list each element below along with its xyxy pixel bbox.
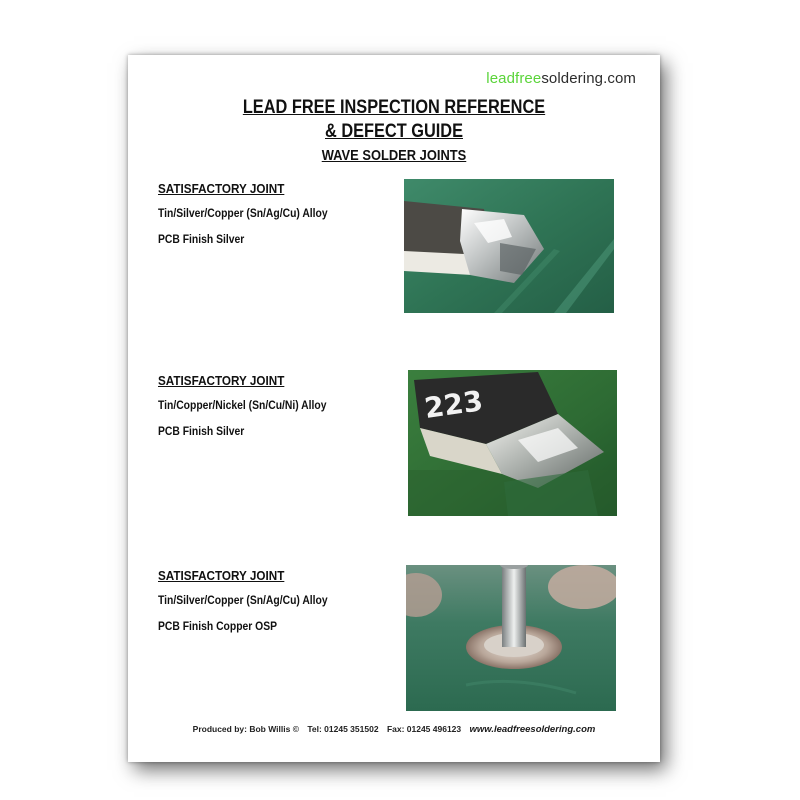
footer-producer: Produced by: Bob Willis © (192, 724, 299, 734)
entry-alloy: Tin/Silver/Copper (Sn/Ag/Cu) Alloy (158, 208, 328, 220)
joint-photo-1 (404, 179, 614, 313)
entry-heading: SATISFACTORY JOINT (158, 568, 285, 583)
entry-heading: SATISFACTORY JOINT (158, 181, 285, 196)
entry-finish: PCB Finish Copper OSP (158, 621, 278, 633)
joint-photo-3 (406, 565, 616, 711)
footer-tel: Tel: 01245 351502 (307, 724, 379, 734)
guide-page (128, 55, 660, 762)
footer-fax: Fax: 01245 496123 (386, 724, 462, 734)
entry-heading: SATISFACTORY JOINT (158, 373, 285, 388)
joint-entry-1 (158, 181, 388, 246)
entry-alloy: Tin/Copper/Nickel (Sn/Cu/Ni) Alloy (158, 400, 327, 412)
page-title-line-1: LEAD FREE INSPECTION REFERENCE (242, 97, 546, 118)
joint-entry-2 (158, 373, 388, 438)
entry-finish: PCB Finish Silver (158, 426, 245, 438)
entry-finish: PCB Finish Silver (158, 234, 245, 246)
footer-website-link[interactable]: www.leadfreesoldering.com (469, 724, 596, 735)
page-subtitle: WAVE SOLDER JOINTS (321, 147, 467, 164)
page-title-line-2: & DEFECT GUIDE (324, 121, 463, 142)
joint-entry-3 (158, 568, 388, 633)
entry-alloy: Tin/Silver/Copper (Sn/Ag/Cu) Alloy (158, 595, 328, 607)
brand-logo: leadfreesoldering.com (486, 70, 636, 87)
joint-photo-2 (408, 370, 617, 516)
page-footer (128, 724, 660, 735)
component-marking: 223 (422, 384, 485, 425)
